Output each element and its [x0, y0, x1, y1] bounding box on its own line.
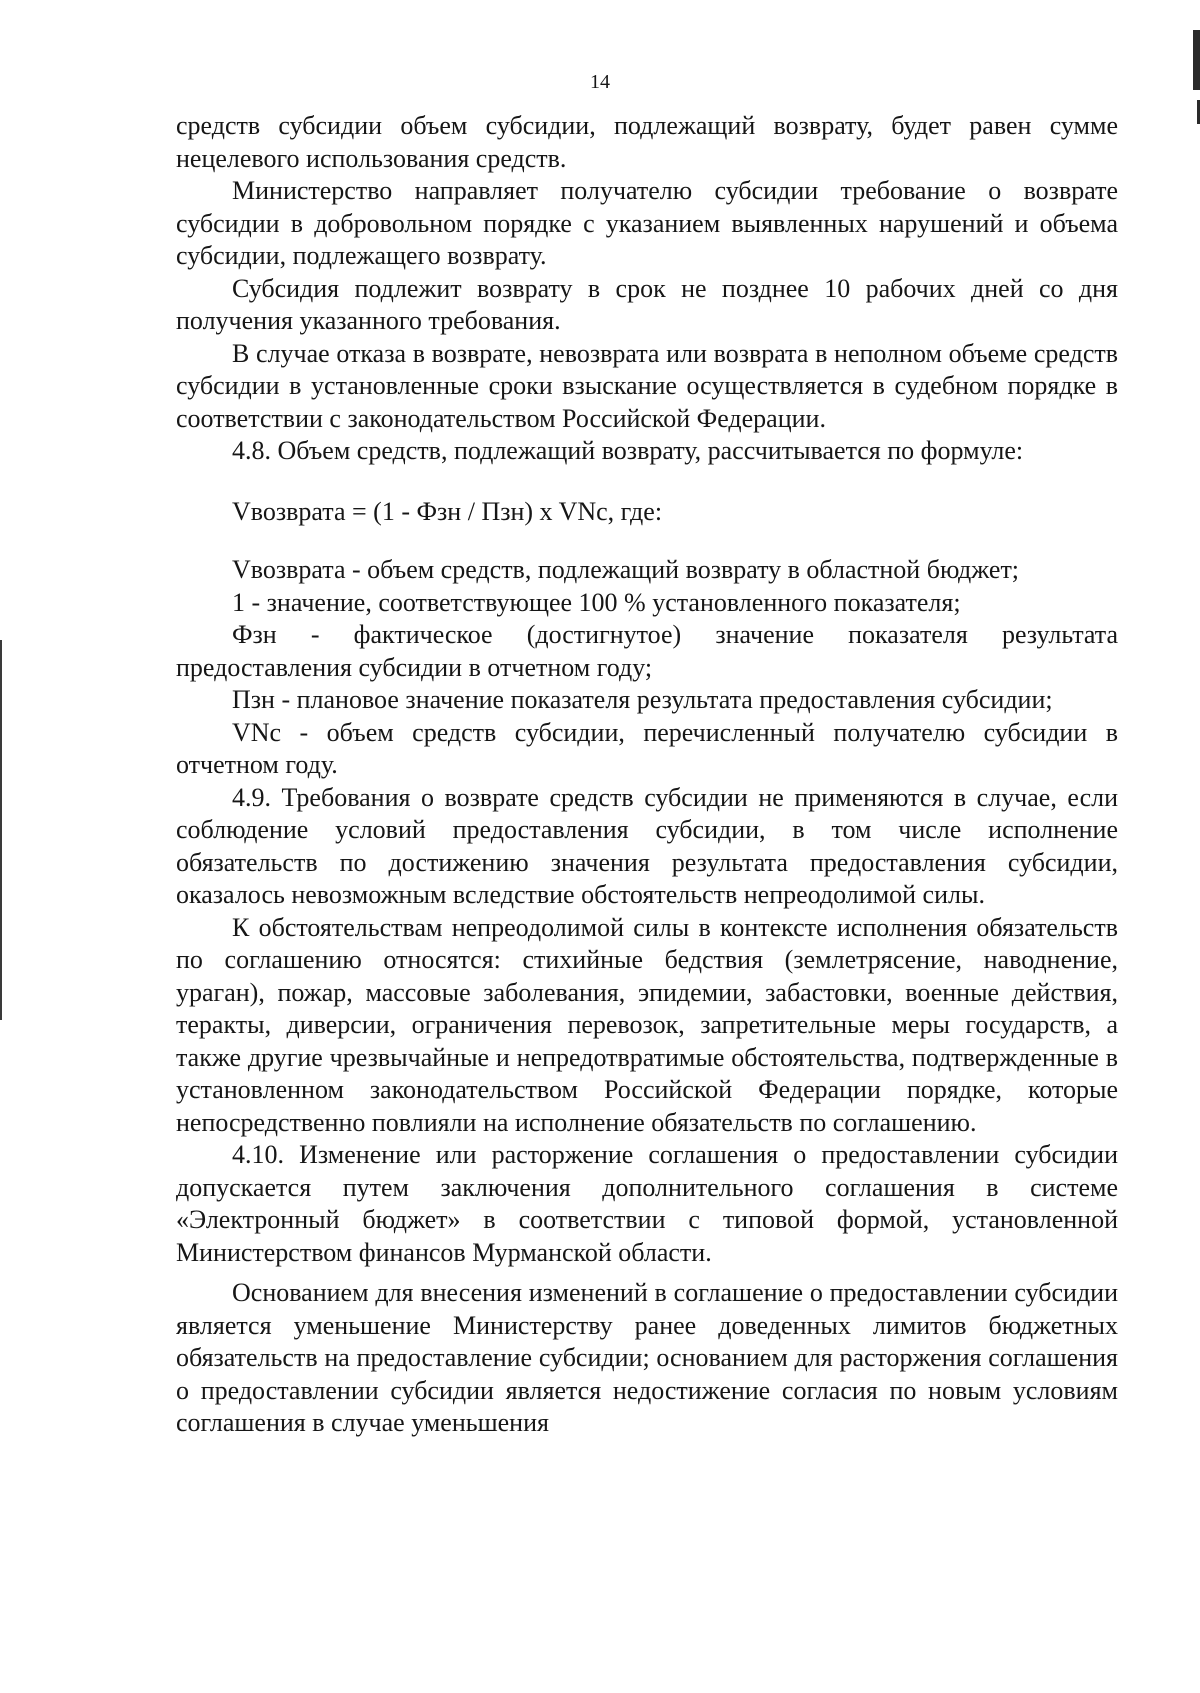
definition-item: 1 - значение, соответствующее 100 % установленного показателя; — [232, 587, 961, 617]
definition-item: Фзн - фактическое (достигнутое) значение показателя результата предоставления субсидии в отчетном году; — [176, 620, 1118, 682]
paragraph: Субсидия подлежит возврату в срок не позднее 10 рабочих дней со дня получения указанного требования. — [176, 273, 1118, 335]
scan-edge-mark — [0, 640, 2, 1020]
paragraph: Основанием для внесения изменений в соглашение о предоставлении субсидии является уменьшение Министерству ранее доведенных лимитов бюджетных обязательств на предоставление субсидии; основанием для расторжения соглашения о предоставлении субсидии является недостижение согласия по новым условиям соглашения в случае уменьшения — [176, 1278, 1118, 1437]
paragraph-clause-4-10: 4.10. Изменение или расторжение соглашения о предоставлении субсидии допускается путем заключения дополнительного соглашения в системе «Электронный бюджет» в соответствии с типовой формой, установленной Министерством финансов Мурманской области. — [176, 1140, 1118, 1267]
definition-item: VNc - объем средств субсидии, перечисленный получателю субсидии в отчетном году. — [176, 717, 1118, 779]
paragraph-clause-4-9: 4.9. Требования о возврате средств субсидии не применяются в случае, если соблюдение условий предоставления субсидии, в том числе исполнение обязательств по достижению значения результата предоставления субсидии, оказалось невозможным вследствие обстоятельств непреодолимой силы. — [176, 782, 1118, 909]
document-body — [176, 110, 1118, 1440]
page-number: 14 — [590, 71, 610, 93]
paragraph-clause-4-8: 4.8. Объем средств, подлежащий возврату, рассчитывается по формуле: — [232, 436, 1024, 465]
formula: Vвозврата = (1 - Фзн / Пзн) x VNc, где: — [232, 496, 663, 526]
paragraph: К обстоятельствам непреодолимой силы в контексте исполнения обязательств по соглашению относятся: стихийные бедствия (землетрясение, наводнение, ураган), пожар, массовые заболевания, эпидемии, забастовки, военные действия, теракты, диверсии, ограничения перевозок, запретительные меры государств, а также другие чрезвычайные и непредотвратимые обстоятельства, подтвержденные в установленном законодательством Российской Федерации порядке, которые непосредственно повлияли на исполнение обязательств по соглашению. — [176, 912, 1118, 1137]
definition-item: Vвозврата - объем средств, подлежащий возврату в областной бюджет; — [232, 555, 1020, 584]
definition-item: Пзн - плановое значение показателя результата предоставления субсидии; — [232, 685, 1053, 714]
paragraph: Министерство направляет получателю субсидии требование о возврате субсидии в добровольном порядке с указанием выявленных нарушений и объема субсидии, подлежащего возврату. — [176, 176, 1118, 270]
paragraph-continuation: средств субсидии объем субсидии, подлежащий возврату, будет равен сумме нецелевого использования средств. — [176, 111, 1118, 173]
paragraph: В случае отказа в возврате, невозврата или возврата в неполном объеме средств субсидии в установленные сроки взыскание осуществляется в судебном порядке в соответствии с законодательством Российской Федерации. — [176, 338, 1118, 433]
